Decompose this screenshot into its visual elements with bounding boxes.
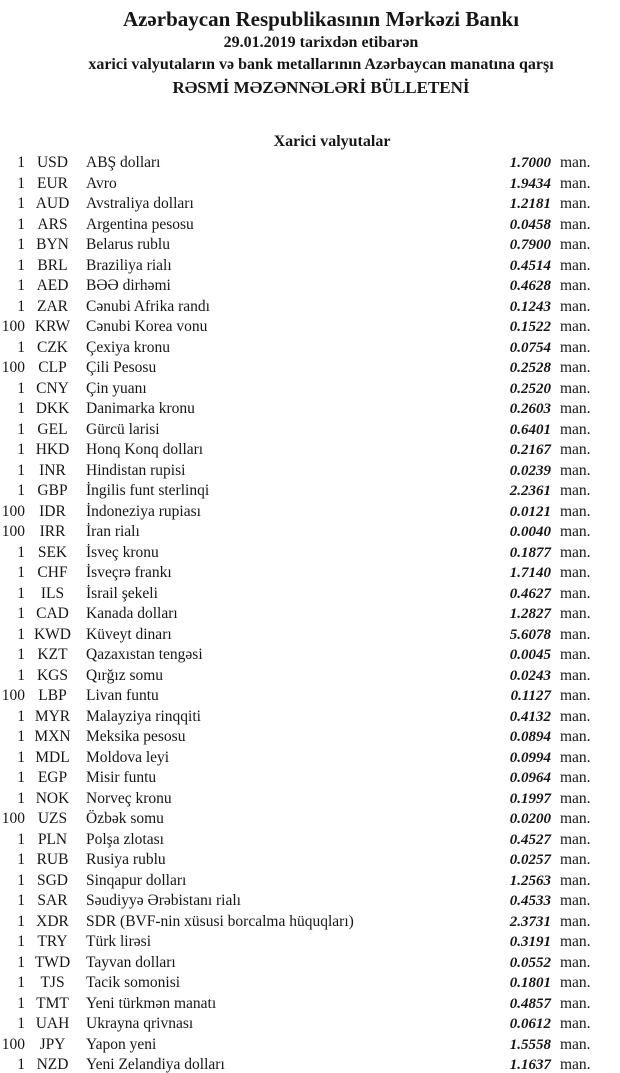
rate-cell: 1.5558 [509,1036,551,1053]
currency-name-cell: Yeni türkmən manatı [86,994,217,1012]
currency-code-cell: KGS [36,666,68,684]
table-row [0,584,620,605]
rate-cell: 1.7000 [509,155,551,171]
rate-cell: 0.2528 [509,360,551,376]
table-row [0,1035,620,1056]
quantity-cell: 100 [1,318,25,335]
quantity-cell: 1 [17,379,25,397]
quantity-cell: 1 [17,461,25,479]
quantity-cell: 1 [17,871,25,889]
rates-table [0,153,620,1073]
currency-code-cell: BRL [37,256,68,274]
rate-cell: 1.1637 [509,1057,551,1073]
quantity-cell: 1 [17,584,25,602]
quantity-cell: 1 [17,625,25,643]
currency-name-cell: Qırğız somu [86,666,164,684]
quantity-cell: 1 [17,646,25,663]
table-row [0,625,620,646]
unit-cell: man. [560,379,591,397]
table-row [0,276,620,297]
unit-cell: man. [560,933,591,950]
quantity-cell: 100 [1,687,25,704]
currency-code-cell: ZAR [37,297,68,315]
currency-name-cell: İran rialı [86,523,140,540]
unit-cell: man. [560,174,591,192]
rate-cell: 0.0243 [509,667,551,684]
currency-code-cell: MXN [34,728,71,745]
quantity-cell: 1 [17,195,25,212]
quantity-cell: 1 [17,297,25,315]
currency-code-cell: JPY [39,1035,66,1053]
currency-name-cell: Türk lirəsi [86,933,151,950]
currency-code-cell: ILS [40,584,65,602]
unit-cell: man. [560,871,591,889]
rate-cell: 0.0458 [509,216,551,233]
currency-name-cell: Səudiyyə Ərəbistanı rialı [86,892,241,909]
currency-code-cell: TJS [40,974,65,991]
quantity-cell: 1 [17,441,25,458]
quantity-cell: 1 [17,933,25,950]
unit-cell: man. [560,215,591,233]
currency-name-cell: Çili Pesosu [86,359,157,376]
table-row [0,666,620,687]
rate-cell: 0.0200 [509,811,551,827]
currency-code-cell: RUB [36,851,69,868]
effective-date-line: 29.01.2019 tarixdən etibarən [223,34,419,51]
unit-cell: man. [560,441,591,458]
rate-cell: 0.0612 [509,1016,551,1032]
document-header [0,0,620,99]
quantity-cell: 1 [17,1015,25,1032]
currency-code-cell: TMT [36,994,69,1012]
rate-cell: 0.1127 [510,688,551,704]
table-row [0,153,620,174]
section-title-foreign-currencies: Xarici valyutalar [273,133,391,150]
currency-name-cell: Özbək somu [86,810,164,827]
quantity-cell: 1 [17,789,25,807]
table-row [0,727,620,748]
unit-cell: man. [560,502,591,520]
table-row [0,563,620,584]
quantity-cell: 1 [17,543,25,561]
unit-cell: man. [560,810,591,827]
currency-name-cell: Moldova leyi [86,748,170,766]
table-row [0,174,620,195]
unit-cell: man. [560,974,591,991]
rate-cell: 0.1801 [509,975,551,991]
rate-cell: 0.1997 [509,790,551,807]
table-row [0,461,620,482]
rate-cell: 0.2167 [509,442,551,458]
unit-cell: man. [560,154,591,171]
table-row [0,379,620,400]
quantity-cell: 1 [17,728,25,745]
unit-cell: man. [560,748,591,766]
rate-cell: 1.9434 [509,175,551,192]
table-row [0,686,620,707]
currency-code-cell: MYR [34,707,71,725]
table-row [0,707,620,728]
quantity-cell: 1 [17,154,25,171]
table-row [0,932,620,953]
currency-name-cell: Çexiya kronu [86,338,170,356]
currency-code-cell: GBP [37,482,68,499]
unit-cell: man. [560,1015,591,1032]
table-row [0,830,620,851]
table-row [0,481,620,502]
currency-code-cell: KWD [33,625,72,643]
rate-cell: 0.0754 [509,339,551,356]
unit-cell: man. [560,195,591,212]
unit-cell: man. [560,646,591,663]
unit-cell: man. [560,236,591,253]
currency-name-cell: BƏƏ dirhəmi [86,277,171,294]
currency-code-cell: SGD [36,871,68,889]
currency-code-cell: USD [36,154,68,171]
currency-code-cell: KZT [37,646,68,663]
currency-code-cell: EUR [37,174,68,192]
unit-cell: man. [560,953,591,971]
table-row [0,522,620,543]
quantity-cell: 1 [17,974,25,991]
rate-cell: 0.0045 [509,647,551,663]
subtitle-line: xarici valyutaların və bank metallarının Azərbaycan manatına qarşı [88,56,554,73]
currency-code-cell: CNY [36,379,69,397]
currency-name-cell: Hindistan rupisi [86,461,186,479]
table-row [0,1014,620,1035]
table-row [0,953,620,974]
bulletin-title: RƏSMİ MƏZƏNNƏLƏRİ BÜLLETENİ [172,78,470,97]
currency-code-cell: CAD [36,605,69,622]
currency-code-cell: SAR [37,892,68,909]
unit-cell: man. [560,605,591,622]
rate-cell: 0.7900 [509,237,551,253]
unit-cell: man. [560,523,591,540]
currency-name-cell: Kanada dolları [86,605,178,622]
currency-name-cell: İsveç kronu [86,543,159,561]
table-row [0,768,620,789]
quantity-cell: 1 [17,830,25,848]
table-row [0,1055,620,1073]
currency-name-cell: Braziliya rialı [86,256,172,274]
currency-name-cell: İsveçrə frankı [86,564,172,581]
rate-cell: 2.3731 [509,913,551,930]
currency-code-cell: NOK [35,789,70,807]
quantity-cell: 1 [17,420,25,438]
rate-cell: 2.2361 [509,483,551,499]
unit-cell: man. [560,543,591,561]
table-row [0,789,620,810]
currency-name-cell: Gürcü larisi [86,420,160,438]
rate-cell: 0.4627 [509,585,551,602]
rate-cell: 0.2603 [509,401,551,417]
table-row [0,399,620,420]
table-row [0,543,620,564]
currency-code-cell: BYN [36,236,69,253]
currency-code-cell: SEK [37,543,68,561]
unit-cell: man. [560,1056,591,1073]
table-row [0,317,620,338]
currency-name-cell: Honq Konq dolları [86,441,204,458]
rate-cell: 0.1243 [509,298,551,315]
currency-code-cell: AUD [35,195,70,212]
unit-cell: man. [560,912,591,930]
currency-code-cell: XDR [36,912,69,930]
unit-cell: man. [560,851,591,868]
unit-cell: man. [560,789,591,807]
table-row [0,871,620,892]
unit-cell: man. [560,892,591,909]
rate-cell: 0.0964 [509,770,551,786]
rate-cell: 0.4527 [509,831,551,848]
unit-cell: man. [560,625,591,643]
rate-cell: 0.4514 [509,257,551,274]
rate-cell: 1.2563 [509,872,551,889]
rate-cell: 1.7140 [509,565,551,581]
currency-name-cell: Danimarka kronu [86,400,195,417]
quantity-cell: 1 [17,851,25,868]
currency-code-cell: HKD [35,441,70,458]
quantity-cell: 1 [17,174,25,192]
rate-cell: 1.2827 [509,606,551,622]
unit-cell: man. [560,420,591,438]
table-row [0,891,620,912]
currency-name-cell: Livan funtu [86,687,159,704]
unit-cell: man. [560,338,591,356]
unit-cell: man. [560,666,591,684]
rate-cell: 0.0257 [509,852,551,868]
unit-cell: man. [560,994,591,1012]
table-row [0,440,620,461]
table-row [0,994,620,1015]
currency-code-cell: GEL [37,420,68,438]
currency-code-cell: DKK [35,400,70,417]
quantity-cell: 1 [17,277,25,294]
unit-cell: man. [560,769,591,786]
quantity-cell: 1 [17,769,25,786]
currency-name-cell: Belarus rublu [86,236,170,253]
currency-name-cell: Avro [86,174,117,192]
quantity-cell: 1 [17,338,25,356]
rate-cell: 0.4857 [509,995,551,1012]
currency-code-cell: UAH [35,1015,70,1032]
currency-name-cell: İndoneziya rupiası [86,502,201,520]
currency-name-cell: Avstraliya dolları [86,195,194,212]
table-row [0,256,620,277]
currency-code-cell: ARS [37,215,68,233]
unit-cell: man. [560,830,591,848]
currency-name-cell: İngilis funt sterlinqi [86,482,210,499]
unit-cell: man. [560,482,591,499]
rate-cell: 0.1877 [509,544,551,561]
rate-cell: 0.4628 [509,278,551,294]
unit-cell: man. [560,400,591,417]
quantity-cell: 1 [17,400,25,417]
rate-cell: 0.3191 [509,934,551,950]
currency-code-cell: EGP [37,769,68,786]
currency-code-cell: IDR [39,502,66,520]
table-row [0,645,620,666]
unit-cell: man. [560,359,591,376]
currency-name-cell: Çin yuanı [86,379,147,397]
table-row [0,235,620,256]
unit-cell: man. [560,256,591,274]
currency-name-cell: Küveyt dinarı [86,625,172,643]
currency-name-cell: Cənubi Afrika randı [86,297,210,315]
currency-name-cell: Meksika pesosu [86,728,186,745]
quantity-cell: 1 [17,912,25,930]
unit-cell: man. [560,461,591,479]
unit-cell: man. [560,297,591,315]
unit-cell: man. [560,584,591,602]
unit-cell: man. [560,687,591,704]
rate-cell: 0.0994 [509,749,551,766]
rate-cell: 0.4533 [509,893,551,909]
bank-title: Azərbaycan Respublikasının Mərkəzi Bankı [122,7,520,31]
rate-cell: 0.0894 [509,729,551,745]
unit-cell: man. [560,707,591,725]
table-row [0,748,620,769]
unit-cell: man. [560,564,591,581]
currency-code-cell: CHF [37,564,68,581]
currency-code-cell: PLN [37,830,68,848]
unit-cell: man. [560,1035,591,1053]
currency-name-cell: Polşa zlotası [86,830,164,848]
currency-name-cell: Malayziya rinqqiti [86,707,201,725]
table-row [0,604,620,625]
currency-name-cell: Misir funtu [86,769,157,786]
currency-name-cell: SDR (BVF-nin xüsusi borcalma hüquqları) [86,912,354,930]
currency-name-cell: Rusiya rublu [86,851,166,868]
unit-cell: man. [560,277,591,294]
currency-code-cell: UZS [37,810,68,827]
quantity-cell: 1 [17,666,25,684]
quantity-cell: 1 [17,564,25,581]
table-row [0,809,620,830]
quantity-cell: 1 [17,256,25,274]
quantity-cell: 100 [1,523,25,540]
quantity-cell: 100 [1,359,25,376]
currency-code-cell: LBP [38,687,67,704]
table-row [0,502,620,523]
currency-code-cell: IRR [39,523,66,540]
currency-name-cell: Ukrayna qrivnası [86,1015,194,1032]
unit-cell: man. [560,318,591,335]
currency-name-cell: Norveç kronu [86,789,172,807]
currency-name-cell: Yeni Zelandiya dolları [86,1056,225,1073]
quantity-cell: 1 [17,892,25,909]
quantity-cell: 1 [17,482,25,499]
currency-name-cell: Cənubi Korea vonu [86,318,208,335]
table-row [0,297,620,318]
currency-code-cell: CLP [38,359,67,376]
currency-name-cell: Qazaxıstan tengəsi [86,646,203,663]
currency-name-cell: Argentina pesosu [86,215,194,233]
rate-cell: 0.0121 [509,503,551,520]
currency-code-cell: MDL [35,748,70,766]
table-row [0,850,620,871]
currency-name-cell: İsrail şekeli [86,584,158,602]
currency-code-cell: INR [39,461,66,479]
currency-name-cell: Tayvan dolları [86,953,176,971]
quantity-cell: 1 [17,1056,25,1073]
quantity-cell: 100 [1,810,25,827]
table-row [0,194,620,215]
table-row [0,912,620,933]
rate-cell: 0.0552 [509,954,551,971]
rate-cell: 0.0040 [509,524,551,540]
quantity-cell: 1 [17,748,25,766]
currency-name-cell: Sinqapur dolları [86,871,187,889]
quantity-cell: 1 [17,953,25,971]
table-row [0,215,620,236]
currency-code-cell: AED [36,277,69,294]
currency-code-cell: TWD [34,953,71,971]
currency-name-cell: Tacik somonisi [86,974,181,991]
unit-cell: man. [560,728,591,745]
quantity-cell: 1 [17,236,25,253]
table-row [0,338,620,359]
quantity-cell: 1 [17,707,25,725]
rate-cell: 0.1522 [509,319,551,335]
quantity-cell: 1 [17,994,25,1012]
quantity-cell: 1 [17,605,25,622]
quantity-cell: 100 [1,502,25,520]
quantity-cell: 1 [17,215,25,233]
rate-cell: 0.0239 [509,462,551,479]
rate-cell: 0.6401 [509,421,551,438]
rate-cell: 1.2181 [509,196,551,212]
currency-code-cell: CZK [37,338,68,356]
currency-code-cell: TRY [37,933,68,950]
currency-code-cell: NZD [36,1056,69,1073]
table-row [0,973,620,994]
currency-code-cell: KRW [34,318,71,335]
rate-cell: 5.6078 [509,626,551,643]
rate-cell: 0.2520 [509,380,551,397]
currency-name-cell: Yapon yeni [86,1035,157,1053]
table-row [0,420,620,441]
currency-name-cell: ABŞ dolları [86,154,161,171]
quantity-cell: 100 [1,1035,25,1053]
rate-cell: 0.4132 [509,708,551,725]
table-row [0,358,620,379]
